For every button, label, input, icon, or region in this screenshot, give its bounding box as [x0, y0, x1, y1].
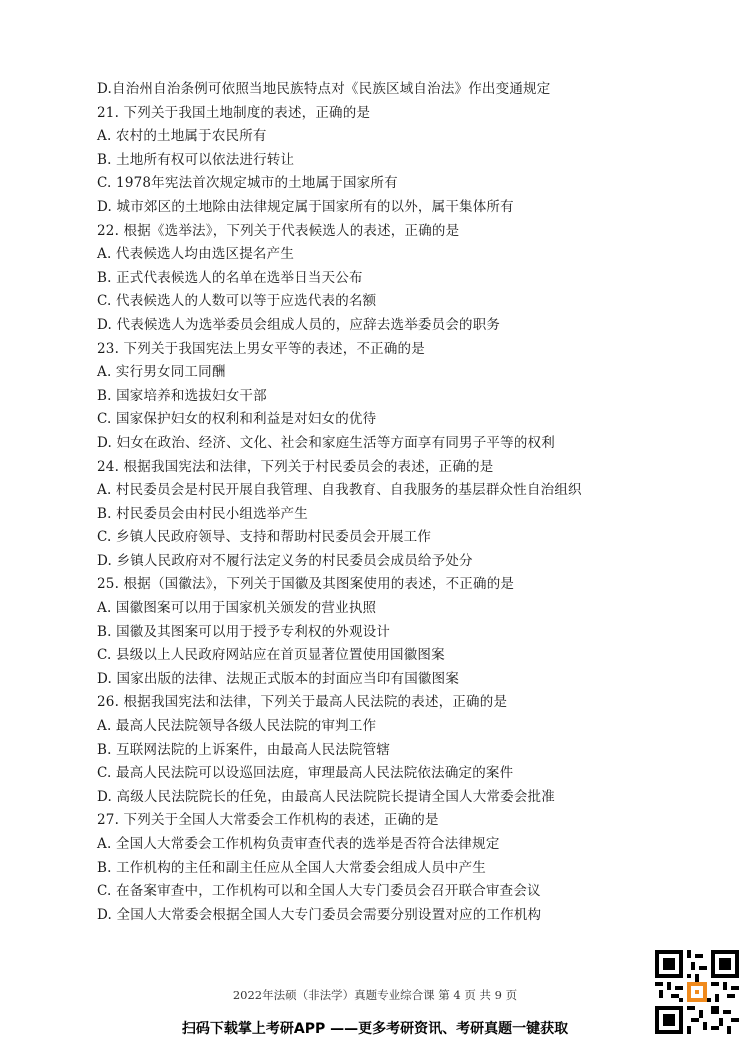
option-line: B. 国徽及其图案可以用于授予专利权的外观设计	[97, 623, 391, 640]
option-line: B. 土地所有权可以依法进行转让	[97, 151, 295, 168]
option-line: D. 高级人民法院院长的任免，由最高人民法院院长提请全国人大常委会批准	[97, 788, 555, 805]
option-line: A. 村民委员会是村民开展自我管理、自我教育、自我服务的基层群众性自治组织	[97, 482, 582, 499]
question-stem: 23. 下列关于我国宪法上男女平等的表述，不正确的是	[97, 340, 425, 357]
option-line: D. 城市郊区的土地除由法律规定属于国家所有的以外，属干集体所有	[97, 198, 514, 215]
option-line: B. 工作机构的主任和副主任应从全国人大常委会组成人员中产生	[97, 859, 487, 876]
question-stem: 24. 根据我国宪法和法律，下列关于村民委员会的表述，正确的是	[97, 458, 494, 475]
option-line: D. 乡镇人民政府对不履行法定义务的村民委员会成员给予处分	[97, 552, 473, 569]
question-stem: 26. 根据我国宪法和法律，下列关于最高人民法院的表述，正确的是	[97, 694, 508, 711]
option-line: C. 代表候选人的人数可以等于应选代表的名额	[97, 293, 377, 310]
option-line: C. 1978年宪法首次规定城市的土地属于国家所有	[97, 175, 398, 192]
option-line: D.自治州自治条例可依照当地民族特点对《民族区域自治法》作出变通规定	[97, 81, 551, 97]
question-stem: 22. 根据《选举法》，下列关于代表候选人的表述，正确的是	[97, 222, 460, 239]
option-line: B. 正式代表候选人的名单在选举日当天公布	[97, 269, 363, 286]
option-line: B. 国家培养和选拔妇女干部	[97, 387, 267, 404]
option-line: A. 最高人民法院领导各级人民法院的审判工作	[97, 718, 377, 735]
option-line: B. 互联网法院的上诉案件，由最高人民法院管辖	[97, 741, 391, 758]
question-list	[97, 78, 657, 927]
question-stem: 21. 下列关于我国土地制度的表述，正确的是	[97, 104, 371, 121]
option-line: C. 县级以上人民政府网站应在首页显著位置使用国徽图案	[97, 647, 445, 664]
option-line: D. 全国人大常委会根据全国人大专门委员会需要分别设置对应的工作机构	[97, 906, 542, 923]
page-footer: 2022年法硕（非法学）真题专业综合课 第 4 页 共 9 页	[232, 988, 518, 1002]
option-line: A. 代表候选人均由选区提名产生	[97, 246, 295, 263]
option-line: C. 在备案审查中，工作机构可以和全国人大专门委员会召开联合审查会议	[97, 883, 541, 900]
question-stem: 25. 根据（国徽法》，下列关于国徽及其图案使用的表述，不正确的是	[97, 576, 515, 593]
option-line: B. 村民委员会由村民小组选举产生	[97, 505, 308, 522]
option-line: C. 国家保护妇女的权利和利益是对妇女的优待	[97, 411, 377, 428]
option-line: A. 国徽图案可以用于国家机关颁发的营业执照	[97, 600, 377, 617]
question-stem: 27. 下列关于全国人大常委会工作机构的表述，正确的是	[97, 812, 439, 829]
option-line: C. 最高人民法院可以设巡回法庭，审理最高人民法院依法确定的案件	[97, 765, 514, 782]
option-line: D. 妇女在政治、经济、文化、社会和家庭生活等方面享有同男子平等的权利	[97, 434, 555, 451]
option-line: A. 全国人大常委会工作机构负责审查代表的选举是否符合法律规定	[97, 836, 500, 852]
option-line: D. 代表候选人为选举委员会组成人员的，应辞去选举委员会的职务	[97, 316, 501, 333]
option-line: C. 乡镇人民政府领导、支持和帮助村民委员会开展工作	[97, 529, 432, 546]
option-line: D. 国家出版的法律、法规正式版本的封面应当印有国徽图案	[97, 670, 460, 687]
option-line: A. 实行男女同工同酬	[97, 364, 226, 381]
option-line: A. 农村的土地属于农民所有	[97, 128, 267, 145]
promo-banner: 扫码下载掌上考研APP ——更多考研资讯、考研真题一键获取	[181, 1021, 569, 1037]
